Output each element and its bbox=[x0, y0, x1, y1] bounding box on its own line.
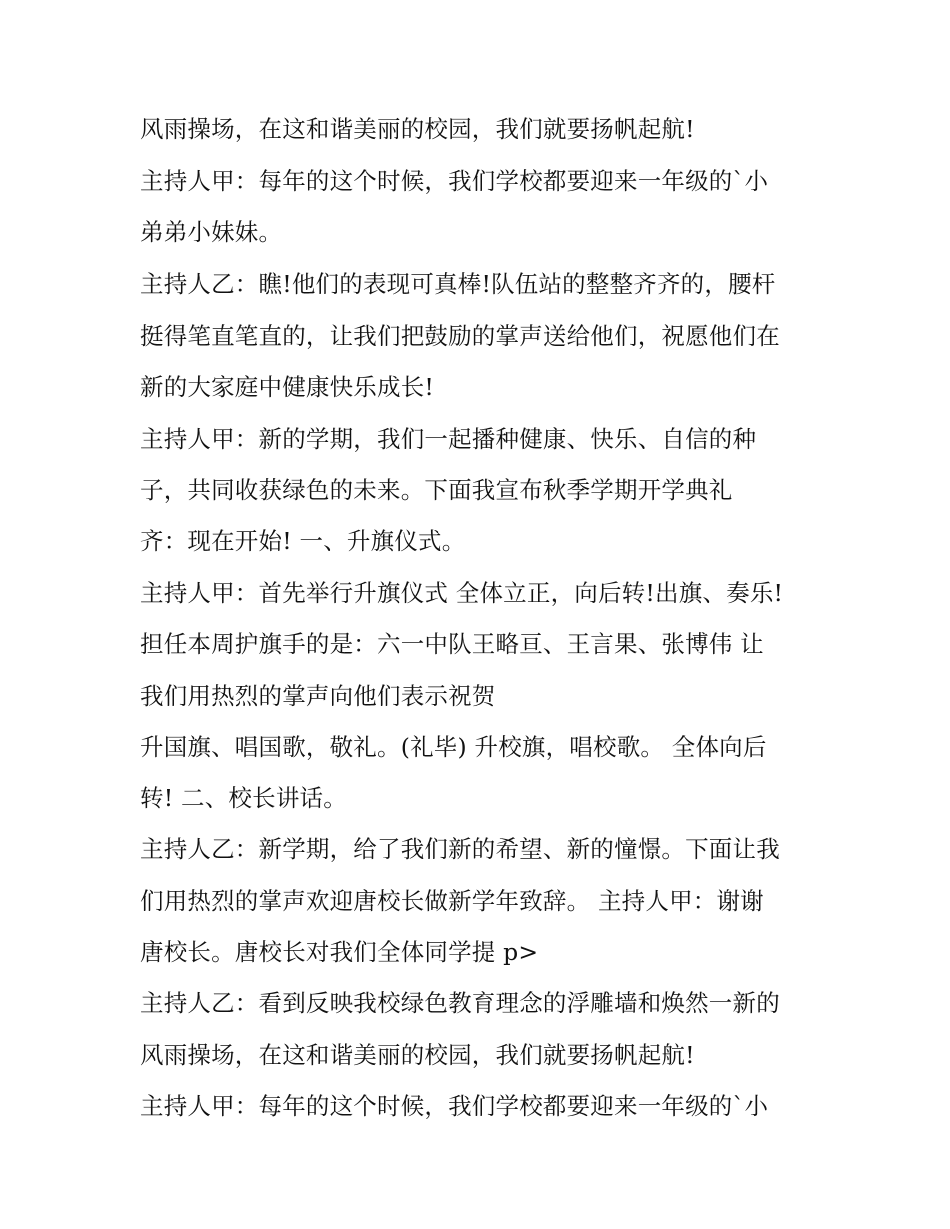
text-line: 新的大家庭中健康快乐成长! bbox=[140, 373, 435, 401]
text-line: 主持人甲：新的学期，我们一起播种健康、快乐、自信的种 bbox=[140, 425, 757, 453]
text-line: 主持人乙：新学期，给了我们新的希望、新的憧憬。下面让我 bbox=[140, 835, 780, 863]
text-line: 升国旗、唱国歌，敬礼。(礼毕) 升校旗，唱校歌。 全体向后 bbox=[140, 733, 767, 761]
text-line: 弟弟小妹妹。 bbox=[140, 218, 283, 246]
text-line: 主持人甲：每年的这个时候，我们学校都要迎来一年级的`小 bbox=[140, 167, 769, 195]
text-line: 唐校长。唐校长对我们全体同学提 p> bbox=[140, 938, 539, 966]
text-line: 风雨操场，在这和谐美丽的校园，我们就要扬帆起航! bbox=[140, 1041, 695, 1069]
text-line: 挺得笔直笔直的，让我们把鼓励的掌声送给他们，祝愿他们在 bbox=[140, 322, 780, 350]
text-line: 风雨操场，在这和谐美丽的校园，我们就要扬帆起航! bbox=[140, 115, 695, 143]
text-line: 主持人甲：首先举行升旗仪式 全体立正，向后转!出旗、奏乐! bbox=[140, 579, 784, 607]
text-line: 主持人乙：瞧!他们的表现可真棒!队伍站的整整齐齐的，腰杆 bbox=[140, 270, 776, 298]
text-line: 转! 二、校长讲话。 bbox=[140, 784, 347, 812]
text-line: 主持人乙：看到反映我校绿色教育理念的浮雕墙和焕然一新的 bbox=[140, 989, 780, 1017]
text-line: 担任本周护旗手的是：六一中队王略亘、王言果、张博伟 让 bbox=[140, 630, 764, 658]
text-line: 主持人甲：每年的这个时候，我们学校都要迎来一年级的`小 bbox=[140, 1092, 769, 1120]
text-line: 我们用热烈的掌声向他们表示祝贺 bbox=[140, 682, 496, 710]
text-line: 们用热烈的掌声欢迎唐校长做新学年致辞。 主持人甲：谢谢 bbox=[140, 887, 764, 915]
text-line: 子，共同收获绿色的未来。下面我宣布秋季学期开学典礼 bbox=[140, 476, 733, 504]
text-line: 齐：现在开始! 一、升旗仪式。 bbox=[140, 527, 466, 555]
